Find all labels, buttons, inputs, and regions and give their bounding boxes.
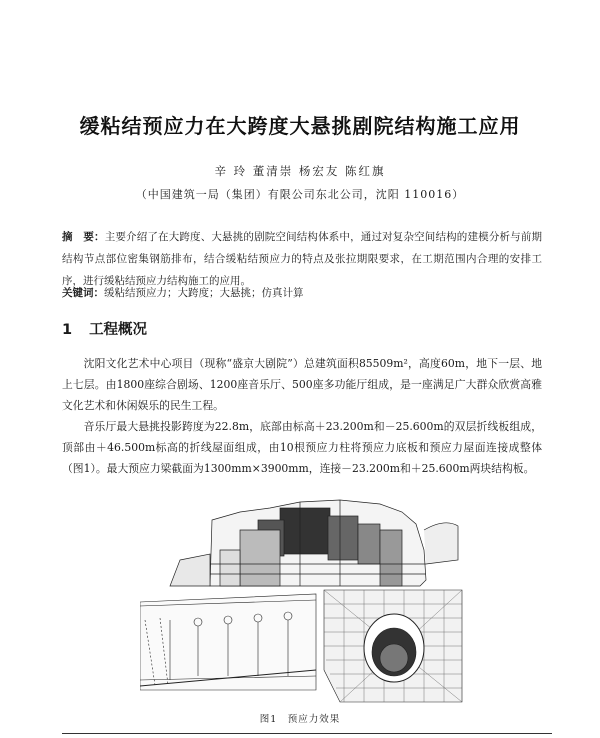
- section-heading: [62, 318, 147, 339]
- section-number: 1: [62, 322, 73, 338]
- keywords-text: 缓粘结预应力；大跨度；大悬挑；仿真计算: [104, 287, 304, 299]
- author-list: 辛 玲 董清崇 杨宏友 陈红旗: [214, 164, 386, 178]
- keywords-label: 关键词：: [62, 287, 104, 299]
- plan-drawing: [324, 590, 462, 702]
- affiliation: （中国建筑一局（集团）有限公司东北公司，沈阳 110016）: [135, 188, 465, 201]
- keywords: [62, 285, 542, 300]
- body-paragraph-1: 沈阳文化艺术中心项目（现称“盛京大剧院”）总建筑面积85509m²，高度60m，地下一层、地上七层。由1800座综合剧场、1200座音乐厅、500座多功能厅组成，是一座满足广大群众欣赏高雅文化艺术和休闲娱乐的民生工程。: [62, 357, 542, 412]
- figure-caption: 图1 预应力效果: [259, 714, 341, 725]
- section-drawing: [140, 594, 316, 690]
- building-elevation: [170, 500, 458, 586]
- abstract-label: 摘 要：: [62, 231, 105, 243]
- section-title-text: 工程概况: [89, 322, 148, 338]
- figure-structural-drawing: [140, 490, 465, 710]
- abstract: [62, 226, 542, 292]
- body-paragraph-2: 音乐厅最大悬挑投影跨度为22.8m，底部由标高＋23.200m和－25.600m的双层折线板组成，顶部由＋46.500m标高的折线屋面组成，由10根预应力柱将预应力底板和预应力屋面连接成整体（图1）。最大预应力梁截面为1300mm×3900mm，连接－23.200m和＋25.600m两块结构板。: [62, 420, 542, 475]
- footer-rule: [62, 733, 552, 734]
- paper-title: 缓粘结预应力在大跨度大悬挑剧院结构施工应用: [79, 114, 521, 138]
- abstract-text: 主要介绍了在大跨度、大悬挑的剧院空间结构体系中，通过对复杂空间结构的建模分析与前期结构节点部位密集钢筋排布，结合缓粘结预应力的特点及张拉期限要求，在工期范围内合理的安排工序，进行缓粘结预应力结构施工的应用。: [62, 231, 543, 287]
